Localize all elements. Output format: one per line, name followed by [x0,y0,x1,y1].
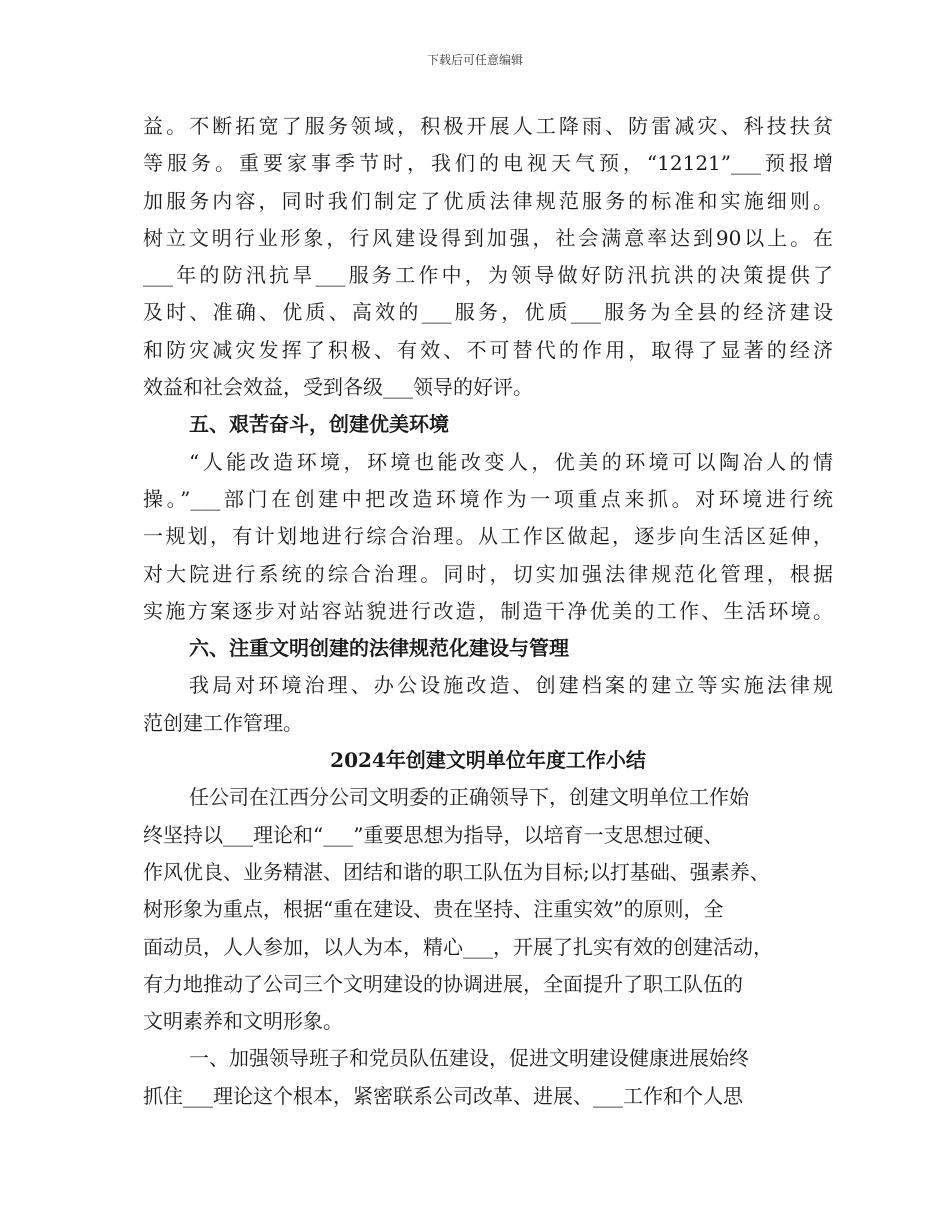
document-title: 2024年创建文明单位年度工作小结 [330,748,646,773]
page-header-note: 下载后可任意编辑 [426,53,523,67]
paragraph-line: 和防灾减灾发挥了积极、有效、不可替代的作用，取得了显著的经济 [143,337,833,362]
paragraph-line: 终坚持以___理论和“___”重要思想为指导，以培育一支思想过硬、 [143,822,724,847]
paragraph-line: 及时、准确、优质、高效的___服务，优质___服务为全县的经济建设 [143,300,833,325]
paragraph-line: 一、加强领导班子和党员队伍建设，促进文明建设健康进展始终 [189,1046,749,1071]
paragraph-line: 范创建工作管理。 [143,710,303,735]
paragraph-line: 树形象为重点，根据“重在建设、贵在坚持、注重实效”的原则，全 [143,897,724,922]
paragraph-line: “人能改造环境，环境也能改变人，优美的环境可以陶冶人的情 [189,449,833,474]
paragraph-line: 抓住___理论这个根本，紧密联系公司改革、进展、___工作和个人思 [143,1083,743,1108]
document-body [143,108,833,1115]
paragraph-line: 等服务。重要家事季节时，我们的电视天气预，“12121”___预报增 [143,151,833,176]
paragraph-line: 面动员，人人参加，以人为本，精心___，开展了扎实有效的创建活动， [143,934,773,959]
paragraph-line: 有力地推动了公司三个文明建设的协调进展，全面提升了职工队伍的 [143,971,743,996]
paragraph-line: 树立文明行业形象，行风建设得到加强，社会满意率达到90以上。在 [143,225,833,250]
paragraph-line: 对大院进行系统的综合治理。同时，切实加强法律规范化管理，根据 [143,561,833,586]
paragraph-line: 我局对环境治理、办公设施改造、创建档案的建立等实施法律规 [189,673,833,698]
paragraph-line: 作风优良、业务精湛、团结和谐的职工队伍为目标;以打基础、强素养、 [143,859,770,884]
section-heading-6: 六、注重文明创建的法律规范化建设与管理 [189,636,569,661]
paragraph-line: 文明素养和文明形象。 [143,1009,343,1034]
paragraph-line: 效益和社会效益，受到各级___领导的好评。 [143,375,533,400]
paragraph-line: ___年的防汛抗旱___服务工作中，为领导做好防汛抗洪的决策提供了 [143,263,833,288]
section-heading-5: 五、艰苦奋斗，创建优美环境 [189,412,449,437]
paragraph-line: 操。”___部门在创建中把改造环境作为一项重点来抓。对环境进行统 [143,486,833,511]
paragraph-line: 实施方案逐步对站容站貌进行改造，制造干净优美的工作、生活环境。 [143,598,833,623]
paragraph-line: 任公司在江西分公司文明委的正确领导下，创建文明单位工作始 [189,785,749,810]
paragraph-line: 加服务内容，同时我们制定了优质法律规范服务的标准和实施细则。 [143,188,833,213]
paragraph-line: 一规划，有计划地进行综合治理。从工作区做起，逐步向生活区延伸， [143,524,833,549]
paragraph-line: 益。不断拓宽了服务领域，积极开展人工降雨、防雷减灾、科技扶贫 [143,114,833,138]
